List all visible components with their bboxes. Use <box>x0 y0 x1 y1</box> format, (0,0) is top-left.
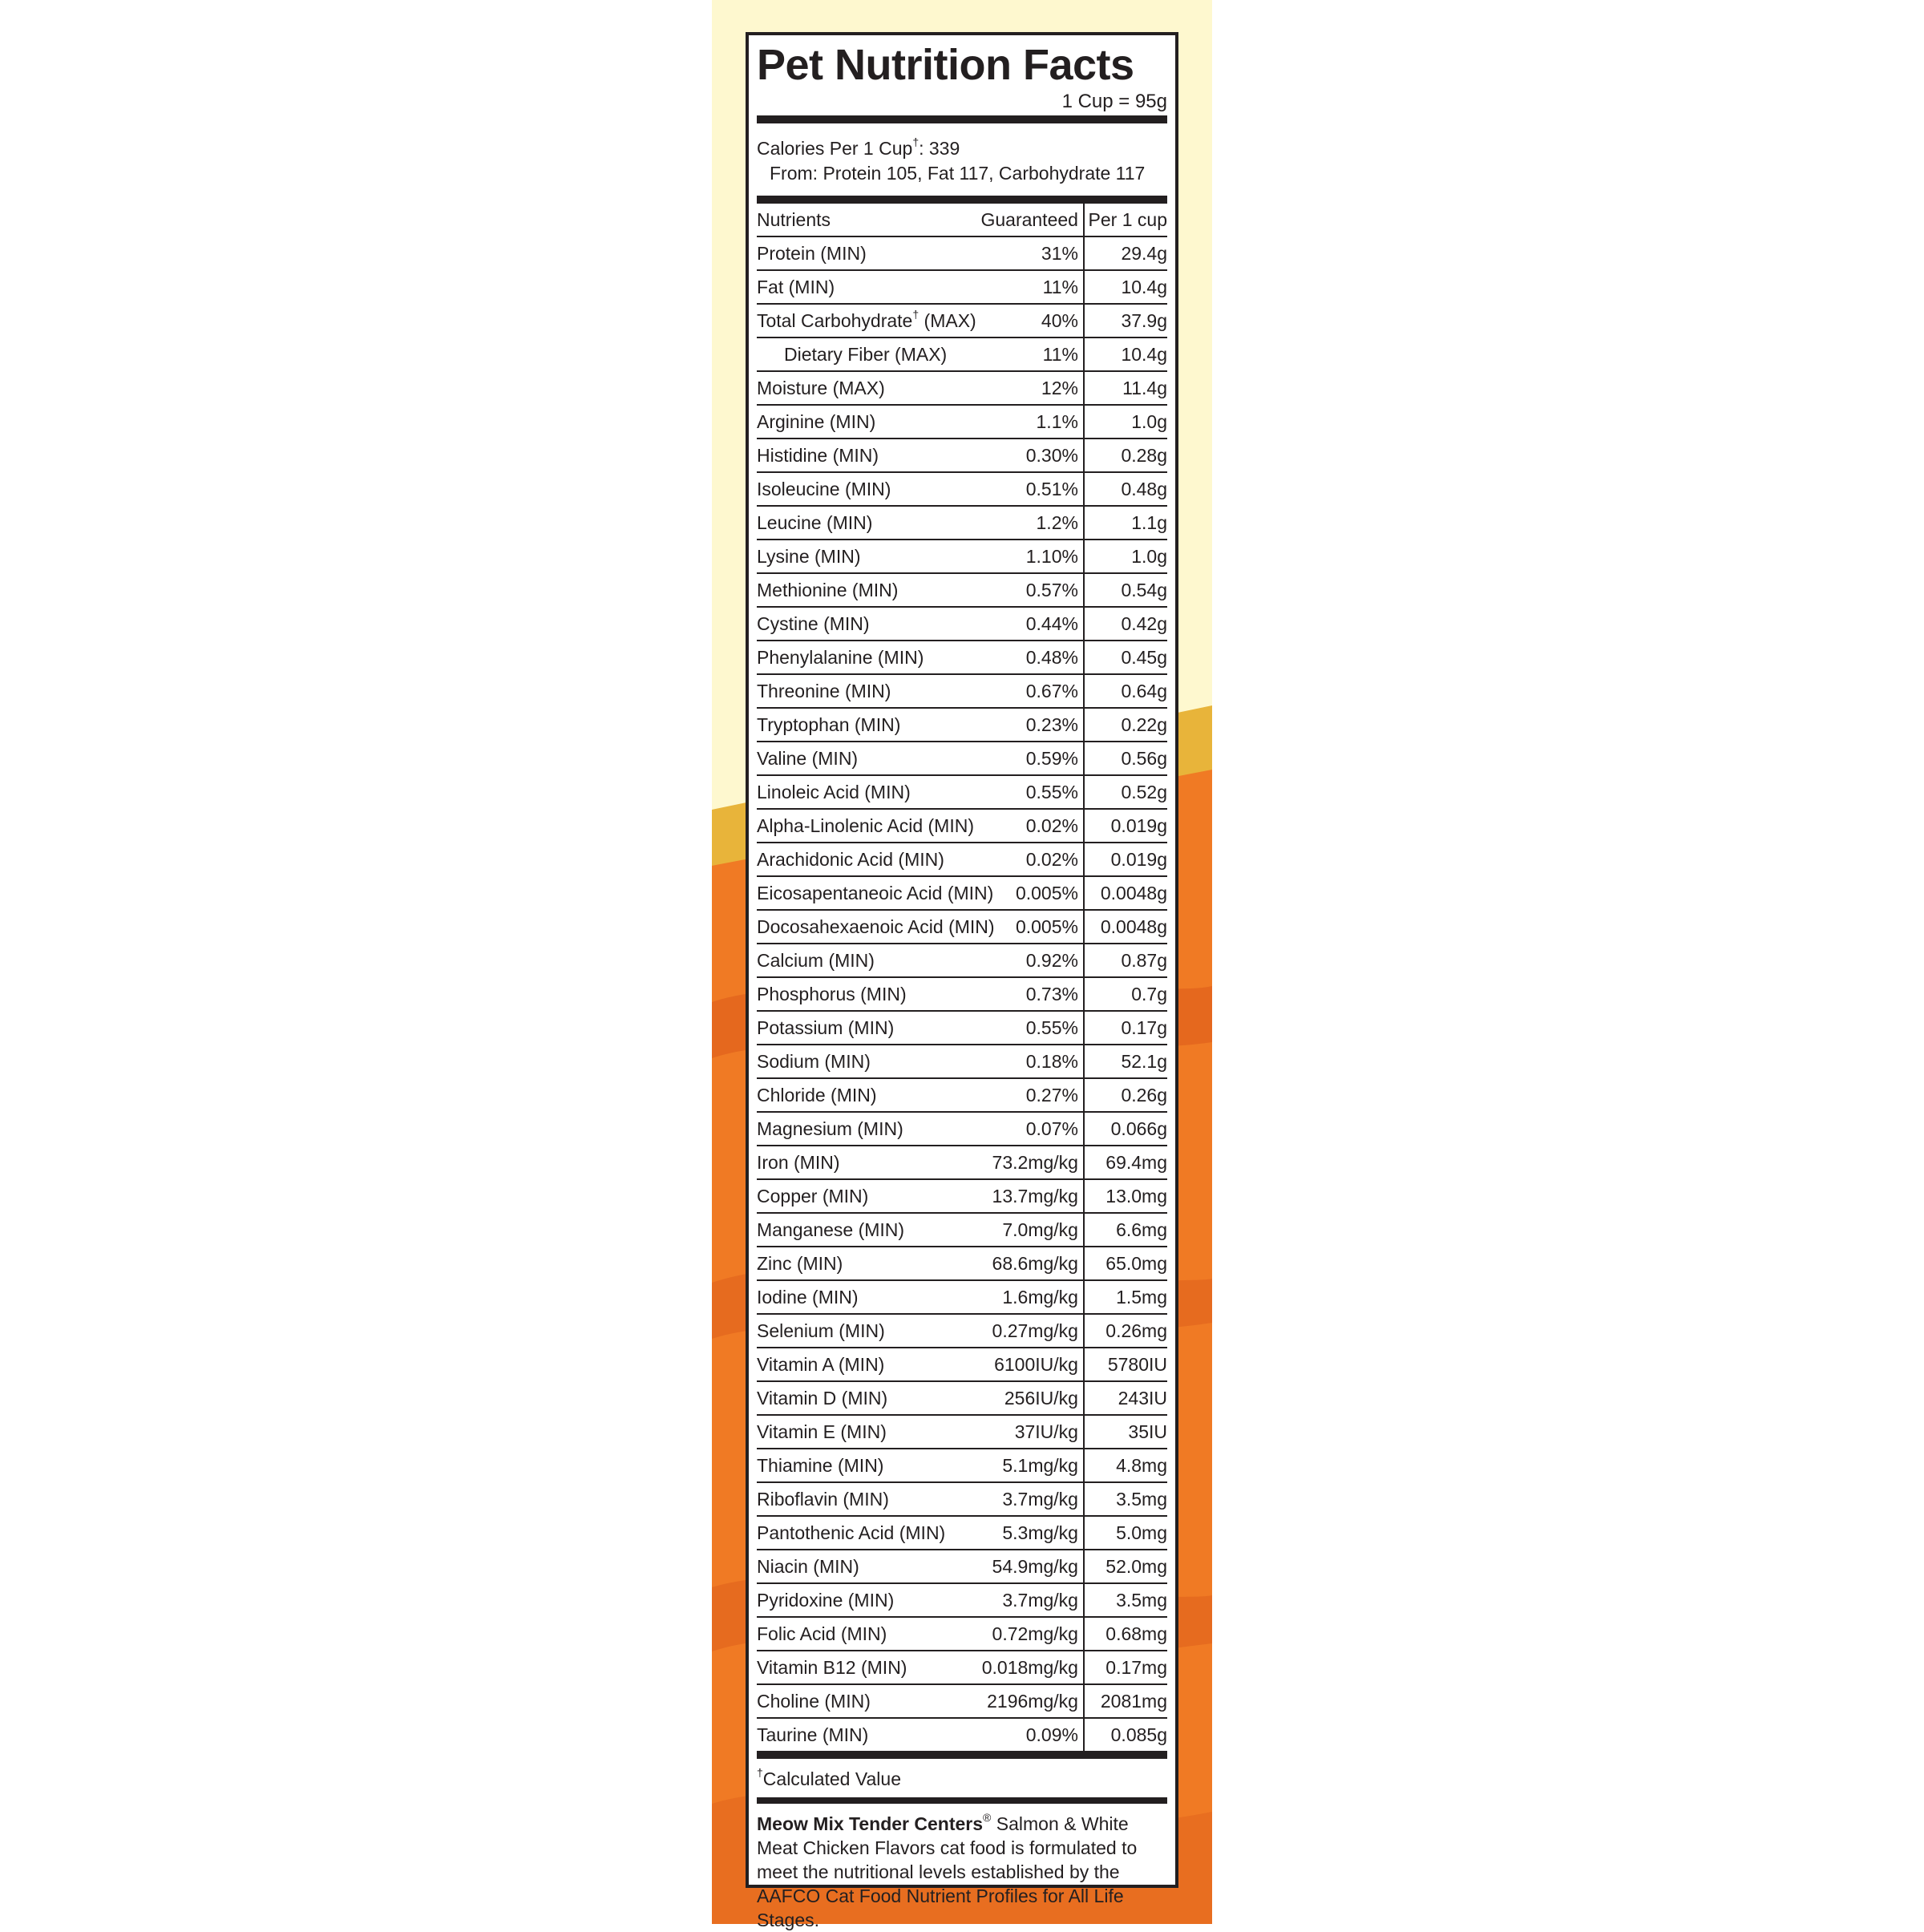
nutrient-name-text: Alpha-Linolenic Acid (MIN) <box>757 814 975 836</box>
guaranteed-value: 0.59% <box>977 742 1084 775</box>
guaranteed-value: 54.9mg/kg <box>977 1550 1084 1583</box>
nutrient-name-text: Phenylalanine (MIN) <box>757 646 924 668</box>
per-cup-value: 0.066g <box>1084 1112 1167 1146</box>
table-row <box>757 1045 1167 1078</box>
nutrient-name-text: Iron (MIN) <box>757 1151 840 1173</box>
nutrient-name-text: Fat (MIN) <box>757 276 835 297</box>
thick-divider <box>757 1797 1167 1804</box>
calories-section <box>757 123 1167 186</box>
dagger-mark: † <box>912 135 920 149</box>
nutrient-name <box>757 843 977 876</box>
serving-size: 1 Cup = 95g <box>1061 91 1167 112</box>
guaranteed-value: 1.1% <box>977 405 1084 439</box>
nutrient-name <box>757 270 977 304</box>
nutrient-name <box>757 1213 977 1247</box>
nutrient-name <box>757 1550 977 1583</box>
nutrient-name <box>757 405 977 439</box>
table-row <box>757 1112 1167 1146</box>
brand-name: Meow Mix Tender Centers <box>757 1813 984 1834</box>
thick-divider <box>757 1751 1167 1759</box>
guaranteed-value: 3.7mg/kg <box>977 1583 1084 1617</box>
table-row <box>757 742 1167 775</box>
guaranteed-value: 0.73% <box>977 977 1084 1011</box>
guaranteed-value: 0.005% <box>977 910 1084 944</box>
per-cup-value: 0.54g <box>1084 573 1167 607</box>
guaranteed-value: 0.92% <box>977 944 1084 977</box>
per-cup-value: 0.42g <box>1084 607 1167 641</box>
per-cup-value: 3.5mg <box>1084 1482 1167 1516</box>
nutrient-name <box>757 236 977 270</box>
nutrient-name-text: Linoleic Acid (MIN) <box>757 781 911 802</box>
calories-value: : 339 <box>919 138 960 159</box>
table-row <box>757 708 1167 742</box>
table-row <box>757 1314 1167 1348</box>
guaranteed-value: 11% <box>977 337 1084 371</box>
table-row <box>757 270 1167 304</box>
nutrient-name-text: Histidine (MIN) <box>757 444 879 466</box>
nutrient-name <box>757 1583 977 1617</box>
table-row <box>757 573 1167 607</box>
guaranteed-value: 0.18% <box>977 1045 1084 1078</box>
guaranteed-value: 3.7mg/kg <box>977 1482 1084 1516</box>
guaranteed-value: 1.10% <box>977 540 1084 573</box>
guaranteed-value: 5.3mg/kg <box>977 1516 1084 1550</box>
guaranteed-value: 13.7mg/kg <box>977 1179 1084 1213</box>
nutrient-name-text: Valine (MIN) <box>757 747 859 769</box>
nutrient-name-text: Riboflavin (MIN) <box>757 1488 889 1510</box>
table-row <box>757 977 1167 1011</box>
guaranteed-value: 0.57% <box>977 573 1084 607</box>
nutrient-name <box>757 1482 977 1516</box>
per-cup-value: 0.87g <box>1084 944 1167 977</box>
table-row <box>757 876 1167 910</box>
per-cup-value: 0.019g <box>1084 809 1167 843</box>
per-cup-value: 3.5mg <box>1084 1583 1167 1617</box>
footnote <box>757 1759 1167 1797</box>
nutrient-name <box>757 1179 977 1213</box>
table-row <box>757 641 1167 674</box>
calories-from: From: Protein 105, Fat 117, Carbohydrate 117 <box>770 163 1146 184</box>
table-row <box>757 1516 1167 1550</box>
nutrient-name-text: Thiamine (MIN) <box>757 1454 884 1476</box>
dagger-mark: † <box>757 1766 763 1780</box>
table-row <box>757 337 1167 371</box>
nutrient-name <box>757 1348 977 1381</box>
table-row <box>757 1449 1167 1482</box>
per-cup-value: 1.0g <box>1084 540 1167 573</box>
nutrient-name-text: Vitamin A (MIN) <box>757 1353 885 1375</box>
table-row <box>757 944 1167 977</box>
guaranteed-value: 5.1mg/kg <box>977 1449 1084 1482</box>
guaranteed-value: 0.55% <box>977 1011 1084 1045</box>
guaranteed-value: 0.48% <box>977 641 1084 674</box>
nutrient-name-text: Iodine (MIN) <box>757 1286 859 1308</box>
per-cup-value: 0.17mg <box>1084 1651 1167 1684</box>
aafco-statement <box>757 1804 1167 1932</box>
per-cup-value: 0.68mg <box>1084 1617 1167 1651</box>
nutrient-name-text: Potassium (MIN) <box>757 1017 895 1038</box>
per-cup-value: 0.0048g <box>1084 910 1167 944</box>
nutrient-name <box>757 1449 977 1482</box>
guaranteed-value: 0.72mg/kg <box>977 1617 1084 1651</box>
per-cup-value: 0.17g <box>1084 1011 1167 1045</box>
nutrient-name-text: Lysine (MIN) <box>757 545 861 567</box>
per-cup-value: 13.0mg <box>1084 1179 1167 1213</box>
nutrition-facts-panel <box>746 32 1178 1930</box>
nutrient-name-text: Pantothenic Acid (MIN) <box>757 1522 946 1543</box>
table-row <box>757 1583 1167 1617</box>
guaranteed-value: 1.6mg/kg <box>977 1280 1084 1314</box>
nutrient-name <box>757 472 977 506</box>
nutrient-name <box>757 1718 977 1751</box>
nutrient-name <box>757 775 977 809</box>
per-cup-value: 37.9g <box>1084 304 1167 337</box>
nutrient-name-text: Arachidonic Acid (MIN) <box>757 848 944 870</box>
guaranteed-value: 0.02% <box>977 843 1084 876</box>
nutrient-name-text: Copper (MIN) <box>757 1185 869 1206</box>
table-row <box>757 371 1167 405</box>
guaranteed-value: 40% <box>977 304 1084 337</box>
per-cup-value: 1.1g <box>1084 506 1167 540</box>
guaranteed-value: 11% <box>977 270 1084 304</box>
table-row <box>757 1415 1167 1449</box>
header-per-cup: Per 1 cup <box>1084 204 1167 236</box>
per-cup-value: 0.26mg <box>1084 1314 1167 1348</box>
nutrient-name-text: Taurine (MIN) <box>757 1724 869 1745</box>
nutrient-name <box>757 1381 977 1415</box>
table-row <box>757 1482 1167 1516</box>
guaranteed-value: 0.51% <box>977 472 1084 506</box>
dagger-mark: † <box>912 307 920 321</box>
nutrient-name-text: Choline (MIN) <box>757 1690 871 1712</box>
nutrient-name-text: Isoleucine (MIN) <box>757 478 891 499</box>
guaranteed-value: 12% <box>977 371 1084 405</box>
table-row <box>757 1247 1167 1280</box>
nutrient-name <box>757 1684 977 1718</box>
nutrient-name <box>757 1112 977 1146</box>
table-row <box>757 472 1167 506</box>
guaranteed-value: 0.07% <box>977 1112 1084 1146</box>
nutrient-name <box>757 1651 977 1684</box>
nutrient-name-text: Moisture (MAX) <box>757 377 885 398</box>
nutrient-name-text: Chloride (MIN) <box>757 1084 877 1105</box>
thick-divider <box>757 196 1167 204</box>
nutrient-name <box>757 371 977 405</box>
nutrient-name <box>757 674 977 708</box>
per-cup-value: 4.8mg <box>1084 1449 1167 1482</box>
nutrient-name <box>757 1314 977 1348</box>
guaranteed-value: 0.02% <box>977 809 1084 843</box>
per-cup-value: 29.4g <box>1084 236 1167 270</box>
nutrient-name <box>757 742 977 775</box>
nutrient-name-text: Cystine (MIN) <box>757 612 870 634</box>
nutrient-name-text: Selenium (MIN) <box>757 1320 885 1341</box>
table-row <box>757 809 1167 843</box>
guaranteed-value: 1.2% <box>977 506 1084 540</box>
nutrient-name <box>757 1078 977 1112</box>
nutrient-name <box>757 1415 977 1449</box>
guaranteed-value: 7.0mg/kg <box>977 1213 1084 1247</box>
table-row <box>757 843 1167 876</box>
guaranteed-value: 0.27mg/kg <box>977 1314 1084 1348</box>
guaranteed-value: 0.67% <box>977 674 1084 708</box>
table-row <box>757 1146 1167 1179</box>
statement-text: Salmon & White Meat Chicken Flavors cat food is formulated to meet the nutritional levels established by the AAFCO Cat Food Nutrient Profiles for All Life Stages. <box>757 1813 1138 1930</box>
nutrient-name <box>757 304 977 337</box>
guaranteed-value: 256IU/kg <box>977 1381 1084 1415</box>
nutrient-name <box>757 876 994 910</box>
guaranteed-value: 0.30% <box>977 439 1084 472</box>
nutrient-name <box>757 607 977 641</box>
table-row <box>757 1381 1167 1415</box>
nutrient-name-text: Manganese (MIN) <box>757 1219 905 1240</box>
guaranteed-value: 0.55% <box>977 775 1084 809</box>
guaranteed-value: 2196mg/kg <box>977 1684 1084 1718</box>
table-row <box>757 540 1167 573</box>
nutrient-name-text: Leucine (MIN) <box>757 511 873 533</box>
nutrient-name <box>757 337 977 371</box>
per-cup-value: 0.0048g <box>1084 876 1167 910</box>
nutrient-name-text: Arginine (MIN) <box>757 410 876 432</box>
per-cup-value: 35IU <box>1084 1415 1167 1449</box>
table-row <box>757 674 1167 708</box>
nutrient-name <box>757 641 977 674</box>
nutrient-name-text: Zinc (MIN) <box>757 1252 843 1274</box>
nutrient-name-text: Niacin (MIN) <box>757 1555 859 1577</box>
nutrient-name <box>757 1247 977 1280</box>
nutrient-name-text: Calcium (MIN) <box>757 949 875 971</box>
per-cup-value: 0.085g <box>1110 1724 1167 1745</box>
guaranteed-value: 0.09% <box>977 1718 1084 1751</box>
guaranteed-value: 31% <box>977 236 1084 270</box>
per-cup-value: 0.019g <box>1084 843 1167 876</box>
nutrient-name <box>757 439 977 472</box>
per-cup-value: 69.4mg <box>1084 1146 1167 1179</box>
per-cup-value: 0.22g <box>1084 708 1167 742</box>
guaranteed-value: 73.2mg/kg <box>977 1146 1084 1179</box>
nutrient-name-text: Eicosapentaneoic Acid (MIN) <box>757 882 994 903</box>
per-cup-value: 10.4g <box>1084 270 1167 304</box>
guaranteed-value: 0.27% <box>977 1078 1084 1112</box>
table-row <box>757 1179 1167 1213</box>
nutrient-name-text: Sodium (MIN) <box>757 1050 871 1072</box>
per-cup-value: 0.45g <box>1084 641 1167 674</box>
table-row <box>757 1011 1167 1045</box>
guaranteed-value: 0.005% <box>977 876 1084 910</box>
per-cup-value: 10.4g <box>1084 337 1167 371</box>
per-cup-value: 0.7g <box>1084 977 1167 1011</box>
table-row <box>757 304 1167 337</box>
nutrient-name <box>757 1146 977 1179</box>
guaranteed-value: 0.44% <box>977 607 1084 641</box>
guaranteed-value: 68.6mg/kg <box>977 1247 1084 1280</box>
nutrient-rows <box>757 236 1167 1751</box>
table-row <box>757 1651 1167 1684</box>
table-row <box>757 1348 1167 1381</box>
calories-line <box>757 136 1167 161</box>
per-cup-value: 1.0g <box>1084 405 1167 439</box>
per-cup-value: 6.6mg <box>1084 1213 1167 1247</box>
nutrient-name <box>757 506 977 540</box>
header-guaranteed: Guaranteed <box>977 204 1084 236</box>
per-cup-value: 52.1g <box>1084 1045 1167 1078</box>
per-cup-value: 0.64g <box>1084 674 1167 708</box>
nutrient-name-text: Vitamin D (MIN) <box>757 1387 888 1409</box>
table-row <box>757 1280 1167 1314</box>
per-cup-value: 5.0mg <box>1084 1516 1167 1550</box>
table-row <box>757 1550 1167 1583</box>
nutrient-table <box>757 204 1167 1751</box>
per-cup-value: 0.48g <box>1084 472 1167 506</box>
nutrient-name-text: Magnesium (MIN) <box>757 1118 903 1139</box>
guaranteed-value: 0.23% <box>977 708 1084 742</box>
table-row <box>757 1078 1167 1112</box>
guaranteed-value: 6100IU/kg <box>977 1348 1084 1381</box>
guaranteed-value: 37IU/kg <box>977 1415 1084 1449</box>
nutrient-name <box>757 573 977 607</box>
footnote-text: Calculated Value <box>762 1768 901 1789</box>
table-row <box>757 236 1167 270</box>
header-nutrients: Nutrients <box>757 204 977 236</box>
nutrient-name-text: Vitamin E (MIN) <box>757 1421 887 1442</box>
nutrient-name-text: Protein (MIN) <box>757 242 867 264</box>
per-cup-value: 0.26g <box>1084 1078 1167 1112</box>
nutrient-name-text: Phosphorus (MIN) <box>757 983 907 1004</box>
nutrient-name <box>757 708 977 742</box>
nutrient-name <box>757 1516 977 1550</box>
nutrient-name-text: Tryptophan (MIN) <box>757 713 901 735</box>
thick-divider <box>757 115 1167 123</box>
nutrient-name <box>757 910 995 944</box>
per-cup-value: 11.4g <box>1084 371 1167 405</box>
table-row <box>757 1617 1167 1651</box>
table-row <box>757 607 1167 641</box>
nutrient-name-text: Folic Acid (MIN) <box>757 1623 887 1644</box>
per-cup-value: 52.0mg <box>1084 1550 1167 1583</box>
nutrient-name <box>757 1280 977 1314</box>
nutrient-name <box>757 540 977 573</box>
nutrient-name-text: Vitamin B12 (MIN) <box>757 1656 907 1678</box>
per-cup-value: 1.5mg <box>1084 1280 1167 1314</box>
table-row <box>757 910 1167 944</box>
nutrient-name <box>757 1011 977 1045</box>
nutrient-name-text: Threonine (MIN) <box>757 680 891 701</box>
table-row <box>757 405 1167 439</box>
per-cup-value: 0.28g <box>1084 439 1167 472</box>
calories-label: Calories Per 1 Cup <box>757 138 913 159</box>
nutrient-name <box>757 977 977 1011</box>
table-row <box>757 506 1167 540</box>
guaranteed-value: 0.018mg/kg <box>977 1651 1084 1684</box>
nutrient-name-text: Total Carbohydrate <box>757 309 913 331</box>
table-header-row <box>757 204 1167 236</box>
per-cup-value: 65.0mg <box>1084 1247 1167 1280</box>
per-cup-value: 5780IU <box>1084 1348 1167 1381</box>
nutrient-name <box>757 1045 977 1078</box>
per-cup-value: 243IU <box>1084 1381 1167 1415</box>
table-row <box>757 1718 1167 1751</box>
per-cup-value: 2081mg <box>1084 1684 1167 1718</box>
table-row <box>757 1213 1167 1247</box>
table-row <box>757 439 1167 472</box>
registered-mark: ® <box>983 1811 992 1825</box>
nutrient-name <box>757 1617 977 1651</box>
nutrient-name-text: Methionine (MIN) <box>757 579 899 600</box>
nutrient-name-text: Dietary Fiber (MAX) <box>784 343 948 365</box>
nutrient-name <box>757 944 977 977</box>
per-cup-value: 0.52g <box>1084 775 1167 809</box>
table-row <box>757 1684 1167 1718</box>
panel-title: Pet Nutrition Facts <box>757 41 1134 89</box>
nutrient-name <box>757 809 977 843</box>
nutrient-name-suffix: (MAX) <box>919 309 976 331</box>
table-row <box>757 775 1167 809</box>
per-cup-value: 0.56g <box>1084 742 1167 775</box>
nutrient-name-text: Pyridoxine (MIN) <box>757 1589 895 1611</box>
nutrient-name-text: Docosahexaenoic Acid (MIN) <box>757 915 995 937</box>
